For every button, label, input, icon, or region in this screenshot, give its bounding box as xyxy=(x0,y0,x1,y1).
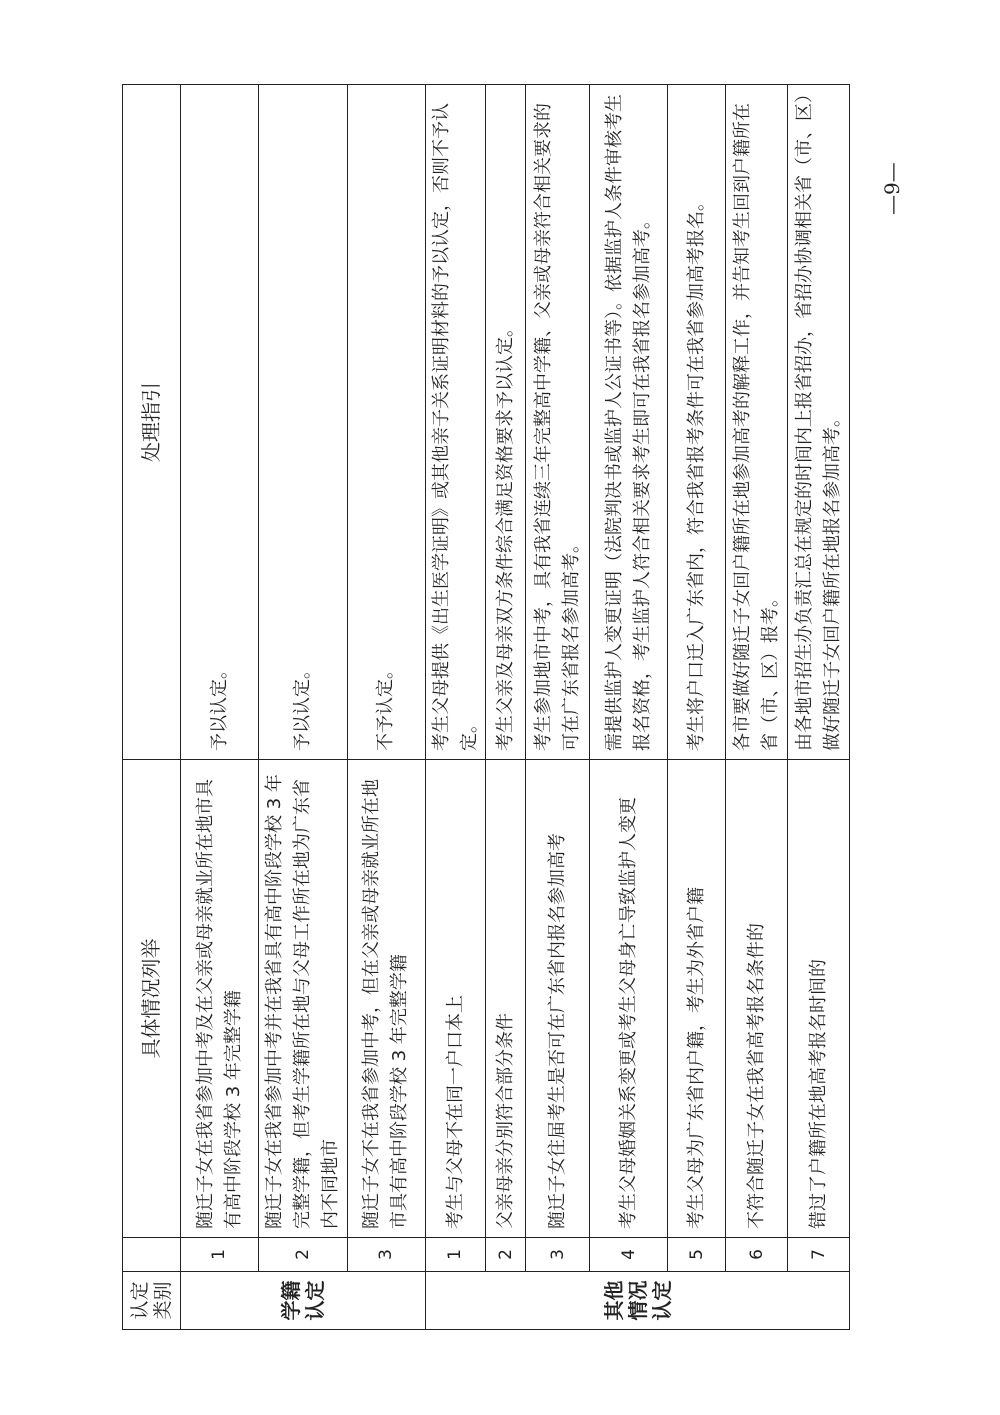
page-number: —9— xyxy=(880,162,904,215)
guidance-cell: 考生将户口迁入广东省内，符合我省报考条件可在我省参加高考报名。 xyxy=(668,85,726,760)
situation-cell: 错过了户籍所在地高考报名时间的 xyxy=(788,760,850,1238)
category-cell-other-situations: 其他 情况 认定 xyxy=(425,1272,850,1330)
guidance-cell: 各市要做好随迁子女回户籍所在地参加高考的解释工作，并告知考生回到户籍所在省（市、区）报考。 xyxy=(726,85,788,760)
situation-cell: 随迁子女不在我省参加中考，但在父亲或母亲就业所在地市具有高中阶段学校 3 年完整学籍 xyxy=(347,760,425,1238)
row-number: 2 xyxy=(486,1238,526,1272)
category-header: 认定 类别 xyxy=(123,1272,181,1330)
guidance-cell: 予以认定。 xyxy=(259,85,348,760)
number-header xyxy=(123,1238,181,1272)
guidance-cell: 予以认定。 xyxy=(181,85,259,760)
row-number: 2 xyxy=(259,1238,348,1272)
table-row xyxy=(788,85,850,1330)
guidance-header: 处理指引 xyxy=(123,85,181,760)
situation-cell: 随迁子女在我省参加中考及在父亲或母亲就业所在地市具有高中阶段学校 3 年完整学籍 xyxy=(181,760,259,1238)
situation-cell: 考生父母婚姻关系变更或考生父母身亡导致监护人变更 xyxy=(590,760,668,1238)
policy-table xyxy=(122,84,850,1330)
situation-cell: 随迁子女往届考生是否可在广东省内报名参加高考 xyxy=(526,760,590,1238)
situation-cell: 考生父母为广东省内户籍，考生为外省户籍 xyxy=(668,760,726,1238)
row-number: 1 xyxy=(181,1238,259,1272)
guidance-cell: 需提供监护人变更证明（法院判决书或监护人公证书等）。依据监护人条件审核考生报名资格，考生监护人符合相关要求考生即可在我省报名参加高考。 xyxy=(590,85,668,760)
row-number: 1 xyxy=(425,1238,486,1272)
row-number: 3 xyxy=(347,1238,425,1272)
guidance-cell: 不予认定。 xyxy=(347,85,425,760)
table-row xyxy=(590,85,668,1330)
table-row xyxy=(425,85,486,1330)
category-cell-student-status: 学籍 认定 xyxy=(181,1272,426,1330)
situation-header: 具体情况列举 xyxy=(123,760,181,1238)
situation-cell: 考生与父母不在同一户口本上 xyxy=(425,760,486,1238)
situation-cell: 不符合随迁子女在我省高考报名条件的 xyxy=(726,760,788,1238)
row-number: 4 xyxy=(590,1238,668,1272)
guidance-cell: 由各地市招生办负责汇总在规定的时间内上报省招办，省招办协调相关省（市、区）做好随迁子女回户籍所在地报名参加高考。 xyxy=(788,85,850,760)
guidance-cell: 考生父母提供《出生医学证明》或其他亲子关系证明材料的予以认定，否则不予认定。 xyxy=(425,85,486,760)
guidance-cell: 考生参加地市中考，具有我省连续三年完整高中学籍、父亲或母亲符合相关要求的可在广东省报名参加高考。 xyxy=(526,85,590,760)
table-row xyxy=(668,85,726,1330)
table-row xyxy=(347,85,425,1330)
header-row xyxy=(123,85,181,1330)
table-row xyxy=(526,85,590,1330)
table-row xyxy=(181,85,259,1330)
situation-cell: 父亲母亲分别符合部分条件 xyxy=(486,760,526,1238)
table-row xyxy=(486,85,526,1330)
situation-cell: 随迁子女在我省参加中考并在我省具有高中阶段学校 3 年完整学籍，但考生学籍所在地与父母工作所在地为广东省内不同地市 xyxy=(259,760,348,1238)
row-number: 7 xyxy=(788,1238,850,1272)
table-row xyxy=(726,85,788,1330)
guidance-cell: 考生父亲及母亲双方条件综合满足资格要求予以认定。 xyxy=(486,85,526,760)
row-number: 3 xyxy=(526,1238,590,1272)
table-row xyxy=(259,85,348,1330)
row-number: 6 xyxy=(726,1238,788,1272)
row-number: 5 xyxy=(668,1238,726,1272)
